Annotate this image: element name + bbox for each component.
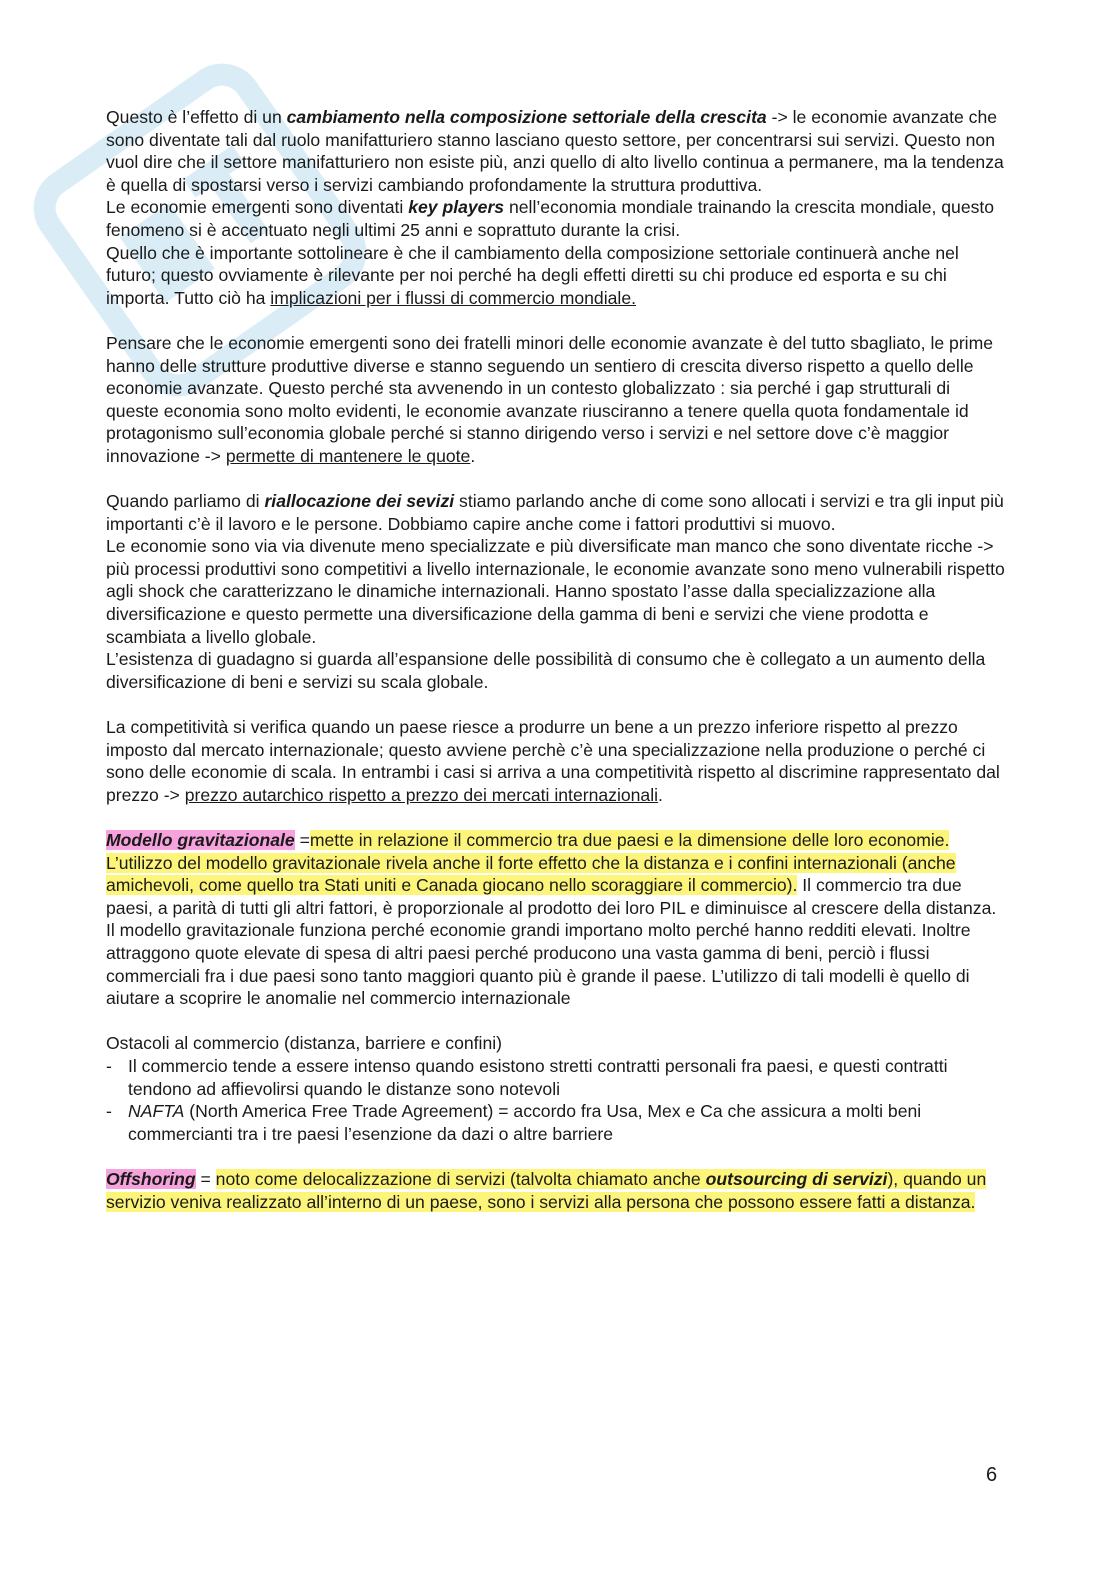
highlighted-definition: mette in relazione il commercio tra due paesi e la dimensione delle loro economie. L’utilizzo del modello gravitazionale rivela anche il forte effetto che la distanza e i confini internazionali (anche amichevoli, come quello tra Stati uniti e Canada giocano nello scoraggiare il commercio). (106, 830, 956, 896)
dash-bullet: - (106, 1055, 112, 1076)
paragraph-gravity-model: Modello gravitazionale =mette in relazione il commercio tra due paesi e la dimensione delle loro economie. L’utilizzo del modello gravitazionale rivela anche il forte effetto che la distanza e i confini internazionali (anche amichevoli, come quello tra Stati uniti e Canada giocano nello scoraggiare il commercio). Il commercio tra due paesi, a parità di tutti gli altri fattori, è proporzionale al prodotto dei loro PIL e diminuisce al crescere della distanza. Il modello gravitazionale funziona perché economie grandi importano molto perché hanno redditi elevati. Inoltre attraggono quote elevate di spesa di altri paesi perché producono una vasta gamma di beni, perciò i flussi commerciali fra i due paesi sono tanto maggiori quanto più è grande il paese. L’utilizzo di tali modelli è quello di aiutare a scoprire le anomalie nel commercio internazionale (106, 830, 997, 1009)
paragraph-7: L’esistenza di guadagno si guarda all’espansione delle possibilità di consumo che è collegato a un aumento della diversificazione di beni e servizi su scala globale. (106, 649, 986, 692)
dash-bullet: - (106, 1101, 112, 1122)
list-item: - NAFTA (North America Free Trade Agreement) = accordo fra Usa, Mex e Ca che assicura a molti beni commercianti tra i tre paesi l’esenzione da dazi o altre barriere (106, 1101, 922, 1144)
obstacles-title: Ostacoli al commercio (distanza, barriere e confini) (106, 1033, 503, 1054)
paragraph-2: Le economie emergenti sono diventati key players nell’economia mondiale trainando la crescita mondiale, questo fenomeno si è accentuato negli ultimi 25 anni e soprattuto durante la crisi. (106, 197, 995, 240)
obstacles-list (106, 1055, 1006, 1145)
term-modello-gravitazionale: Modello gravitazionale (106, 830, 295, 850)
paragraph-1: Questo è l’effetto di un cambiamento nella composizione settoriale della crescita -> le economie avanzate che sono diventate tali dal ruolo manifatturiero stanno lasciano questo settore, per concentrarsi sui servizi. Questo non vuol dire che il settore manifatturiero non esiste più, anzi quello di alto livello continua a permanere, ma la tendenza è quella di spostarsi verso i servizi cambiando profondamente la struttura produttiva. (106, 107, 1004, 195)
document-body (106, 106, 1006, 1213)
page-number: 6 (986, 1464, 998, 1486)
paragraph-6: Le economie sono via via divenute meno specializzate e più diversificate man manco che sono diventate ricche -> più processi produttivi sono competitivi a livello internazionale, le economie avanzate sono meno vulnerabili rispetto agli shock che caratterizzano le dinamiche internazionali. Hanno spostato l’asse dalla specializzazione alla diversificazione e questo permette una diversificazione della gamma di beni e servizi che viene prodotta e scambiata a livello globale. (106, 536, 1005, 647)
paragraph-offshoring: Offshoring = noto come delocalizzazione di servizi (talvolta chiamato anche outsourcing di servizi), quando un servizio veniva realizzato all’interno di un paese, sono i servizi alla persona che possono essere fatti a distanza. (106, 1168, 987, 1212)
term-offshoring: Offshoring (106, 1168, 196, 1189)
paragraph-5: Quando parliamo di riallocazione dei sevizi stiamo parlando anche di come sono allocati i servizi e tra gli input più importanti c’è il lavoro e le persone. Dobbiamo capire anche come i fattori produttivi si muovo. (106, 491, 1004, 534)
paragraph-8: La competitività si verifica quando un paese riesce a produrre un bene a un prezzo inferiore rispetto al prezzo imposto dal mercato internazionale; questo avviene perchè c’è una specializzazione nella produzione o perché ci sono delle economie di scala. In entrambi i casi si arriva a una competitività rispetto al discrimine rappresentato dal prezzo -> prezzo autarchico rispetto a prezzo dei mercati internazionali. (106, 717, 1000, 805)
paragraph-4: Pensare che le economie emergenti sono dei fratelli minori delle economie avanzate è del tutto sbagliato, le prime hanno delle strutture produttive diverse e stanno seguendo un sentiero di crescita diverso rispetto a quello delle economie avanzate. Questo perché sta avvenendo in un contesto globalizzato : sia perché i gap strutturali di queste economia sono molto evidenti, le economie avanzate riusciranno a tenere quella quota fondamentale id protagonismo sull’economia globale perché si stanno dirigendo verso i servizi e nel settore dove c’è maggior innovazione -> permette di mantenere le quote. (106, 332, 994, 466)
paragraph-3: Quello che è importante sottolineare è che il cambiamento della composizione settoriale continuerà anche nel futuro; questo ovviamente è rilevante per noi perché ha degli effetti diretti su chi produce ed esporta e su chi importa. Tutto ciò ha implicazioni per i flussi di commercio mondiale. (106, 242, 959, 308)
list-item: - Il commercio tende a essere intenso quando esistono stretti contratti personali fra paesi, e questi contratti tendono ad affievolirsi quando le distanze sono notevoli (106, 1055, 948, 1099)
